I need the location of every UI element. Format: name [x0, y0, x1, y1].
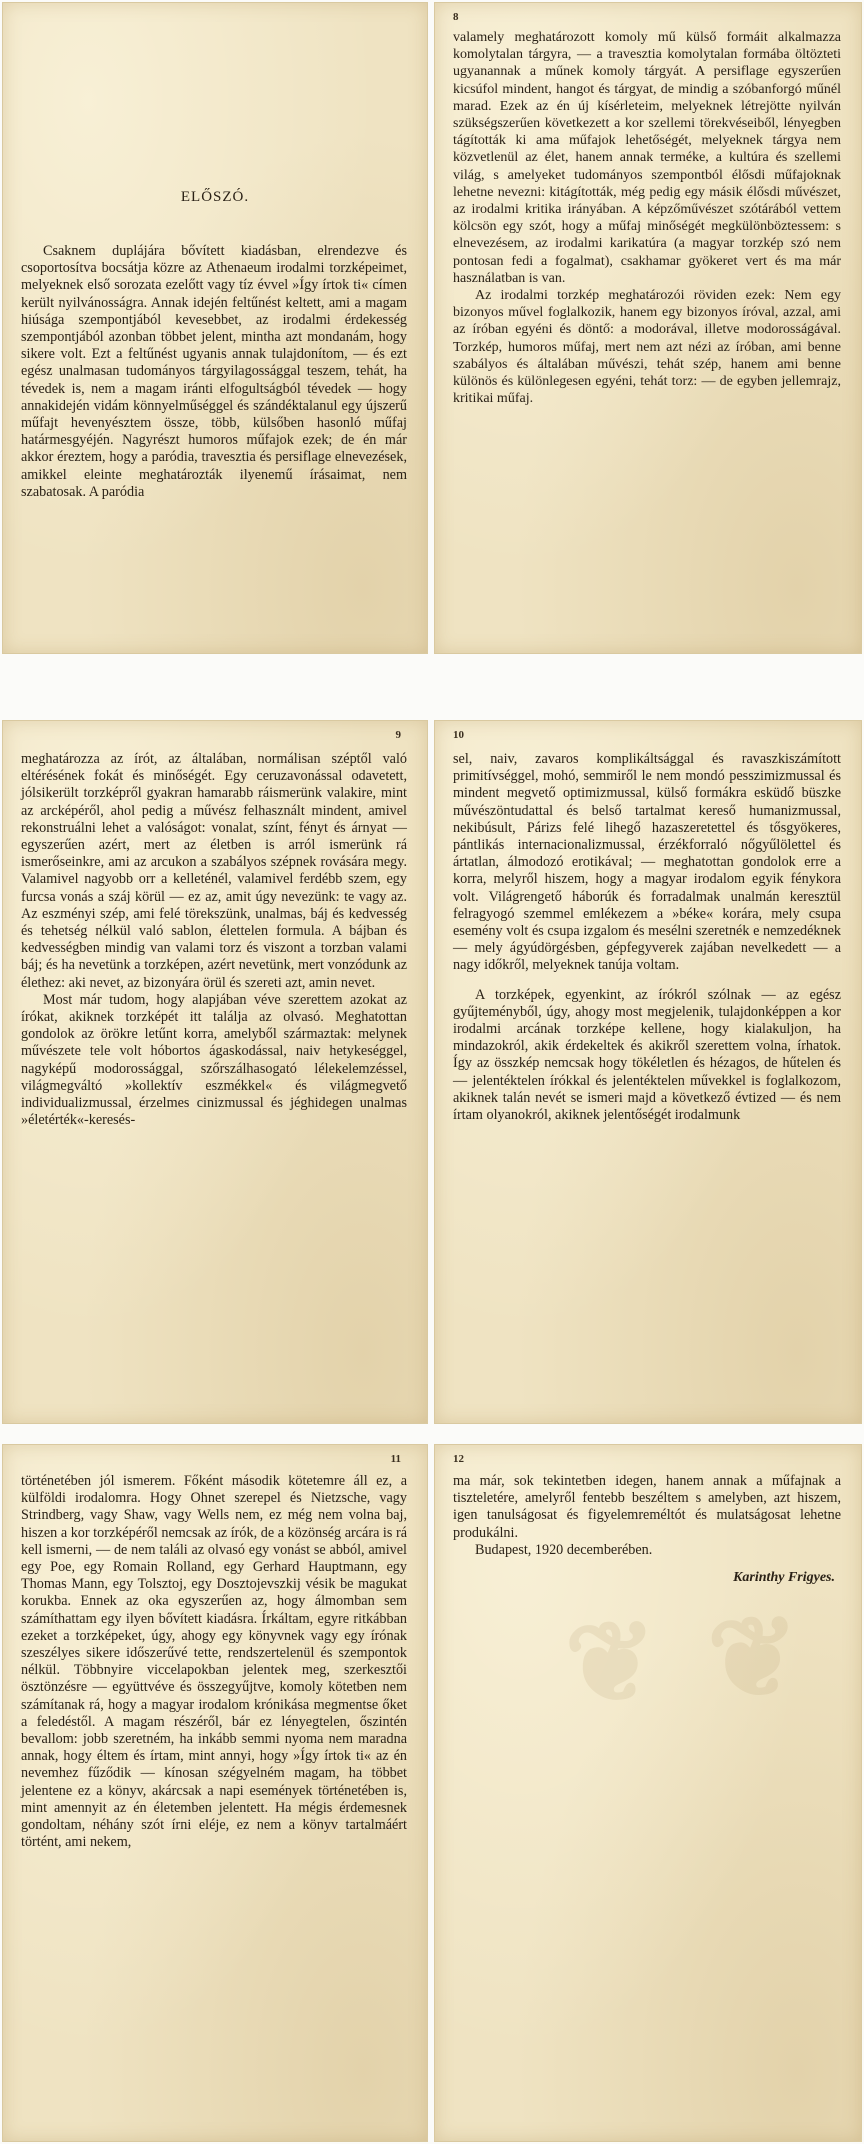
page-number: 9	[395, 729, 401, 741]
page-number: 8	[453, 11, 459, 23]
paragraph: történetében jól ismerem. Főként második kötetemre áll ez, a külföldi irodalomra. Hogy Ohnet szerepel és Nietzsche, vagy Strindberg, vagy Shaw, vagy Wells nem, ez még nem volna baj, hiszen a kor torzképéről nemcsak az írók, de a közönség arcára is rá kell ismerni, — de nem találi az olvasó egy vonást se abból, amivel egy Poe, egy Romain Rolland, egy Gerhard Hauptmann, egy Thomas Mann, egy Tolsztoj, egy Dosztojevszkij vésik be magukat korukba. Ennek az oka egyszerűen az, hogy álmomban sem számíthattam egy ilyen bővített kiadásra. Írkáltam, egyre ritkábban ezeket a torzképeket, úgy, ahogy egy könyvnek vagy egy írónak szeszélyes sikere időszerűvé tette, rendszertelenül és szempontok nélkül. Többnyire viccelapokban jelentek meg, szerkesztői ösztönzésre — együttvéve és összegyűjtve, komoly kötetben nem számítanak rá, hogy a magyar irodalom krónikása megmentse őket a feledéstől. A magam részéről, bár ez lényegtelen, őszintén bevallom: jobb szeretném, ha inkább semmi nyoma nem maradna annak, hogy éltem és írtam, mint annyi, hogy »Így írtok ti« az én nevemhez fűződik — kínosan szégyelném magam, ha többet jelentene ez a könyv, akárcsak a napi események történetében is, mint amennyit az én életemben jelentett. Ha mégis érdemesnek gondoltam, néhány szót írni eléje, ez nem a könyv tartalmáért történt, ami nekem,	[21, 1473, 407, 1851]
page-text	[21, 751, 407, 1129]
paragraph: Most már tudom, hogy alapjában véve szerettem azokat az írókat, akiknek torzképét itt találja az olvasó. Meghatottan gondolok az örökre letűnt korra, amelyből származtak: melynek művészete tele volt hóbortos ágaskodással, naiv hetykeséggel, nagyképű modorossággal, szőrszálhasogató lélekelemzéssel, világmegváltó »kollektív eszmékkel« és világmegvető individualizmussal, érzelmes cinizmussal és jéghidegen unalmas »életérték«-keresés-	[21, 991, 407, 1129]
paragraph: Csaknem duplájára bővített kiadásban, elrendezve és csoportosítva bocsátja közre az Athenaeum irodalmi torzképeimet, melyeknek első sorozata ezelőtt vagy tíz évvel »Így írtok ti« címen került nyilvánosságra. Annak idején feltűnést keltett, ami a magam hiúsága szempontjából kevesebbet, az irodalmi érdekesség szempontjából azonban többet jelent, mintha azt mondanám, hogy sikere volt. Ezt a feltűnést ugyanis annak tulajdonítom, — és ezt egész unalmasan tudományos tárgyilagossággal teszem, tehát, ha tévedek is, nem a magam iránti elfogultságból tévedek — hogy annakidején vidám könnyelműséggel és szándéktalanul egy újszerű műfajt hevenyésztem össze, több, külsőben hasonló műfaj határmesgyéjén. Nagyrészt humoros műfajok ezek; de én már akkor éreztem, hogy a paródia, travesztia és persiflage elnevezések, amikkel eleinte meghatározták ilyenemű írásaimat, nem szabatosak. A paródia	[21, 243, 407, 500]
book-page-11	[2, 1444, 428, 2142]
page-text	[453, 29, 841, 407]
paragraph: ma már, sok tekintetben idegen, hanem annak a műfajnak a tiszteletére, amelyről fentebb beszéltem s amelyben, azt hiszem, igen tanulságosat és figyelemreméltót és mulatságosat lehetne produkálni.	[453, 1473, 841, 1541]
book-page-12	[434, 1444, 862, 2142]
page-title: ELŐSZÓ.	[180, 189, 250, 205]
paragraph: valamely meghatározott komoly mű külső formáit alkalmazza komolytalan tárgyra, — a travesztia komolytalan formába öltözteti ugyanannak a műnek komoly tárgyát. A persiflage egyszerűen kicsúfol mindent, hangot és tárgyat, de mindig a szóbanforgó műnél marad. Ezek az én új kísérleteim, melyeknek létrejötte nyilván szükségszerűen következett a kor szellemi törekvéseiből, lényegben tágították ki ama műfajok lehetőségét, melyeknek tárgya nem közvetlenül az élet, hanem annak terméke, a kultúra és szellemi világ, s amelyeket tudományos szempontból élősdi műfajoknak lehetne nevezni: kitágították, még pedig egy másik élősdi művészet, az irodalmi kritika irányában. A képzőművészet szótárából vettem kölcsön egy szót, hogy a műfaj minőségét megkülönböztessem: s elnevezésem, az irodalmi karikatúra (a magyar torzkép szó nem pontosan fedi a fogalmat), csakhamar gyökeret vert és ma már használatban is van.	[453, 30, 841, 286]
page-number: 11	[390, 1453, 401, 1465]
book-page-1	[2, 2, 428, 654]
paragraph: A torzképek, egyenkint, az írókról szólnak — az egész gyűjteményből, úgy, ahogy most megjelenik, tulajdonképpen a kor irodalmi arcának torzképe kellene, hogy kialakuljon, ha mindazokról, akik érdekeltek és akikről szerettem volna, írhatok. Így az összkép nemcsak hogy tökéletlen és hézagos, de hűtelen és — jelentéktelen írókkal és jelentéktelen művekkel is foglalkozom, akiknek talán nevét se ismeri majd a következő évtized — és nem írtam olyanokról, akiknek jelentőségét irodalmunk	[453, 986, 841, 1124]
page-text	[453, 751, 841, 1124]
page-number: 12	[453, 1453, 464, 1465]
page-text	[21, 1473, 407, 1851]
place-date: Budapest, 1920 decemberében.	[475, 1541, 653, 1558]
page-text	[21, 243, 407, 501]
library-stamp-icon: ❦ ❦	[562, 1590, 808, 1729]
page-text	[453, 1473, 841, 1586]
page-number: 10	[453, 729, 464, 741]
book-page-9	[2, 720, 428, 1424]
paragraph: Az irodalmi torzkép meghatározói röviden ezek: Nem egy bizonyos művel foglalkozik, hanem egy bizonyos íróval, azzal, ami az íróban egyéni és döntő: a modorával, illetve modorosságával. Torzkép, humoros műfaj, mert nem azt nézi az íróban, ami benne szabályos és általában művészi, tehát szép, hanem ami benne különös és különlegesen egyéni, tehát torz: — de egyben jellemrajz, kritikai műfaj.	[453, 288, 841, 407]
paragraph: sel, naiv, zavaros komplikáltsággal és ravaszkiszámított primitívséggel, mohó, semmiről le nem mondó pesszimizmussal és mindent megvető optimizmussal, külső formákra esküdő büszke művészöntudattal és belső tartalmat kereső humanizmussal, nekibúsult, Párizs felé lihegő hazaszeretettel és tősgyökeres, pántlikás internacionalizmussal, érzékforraló nőgyűlölettel és ártatlan, álmodozó erotikával; — meghatottan gondolok erre a korra, melyről hiszem, hogy a magyar irodalom egyik fénykora volt. Világrengető háborúk és forradalmak unalmán keresztül felragyogó szemmel emlékezem a »béke« korára, mely csupa esemény volt és csupa izgalom és mesélni szeretnék e nemzedéknek — mely ágyúdörgésben, gépfegyverek zajában nevelkedett — a nagy időkről, melyeknek tanúja voltam.	[453, 751, 841, 974]
book-page-8	[434, 2, 862, 654]
author-signature: Karinthy Frigyes.	[733, 1570, 835, 1586]
paragraph: meghatározza az írót, az általában, normálisan széptől való eltérésének fokát és minőségét. Egy ceruzavonással odavetett, jólsikerült torzképről gyakran hamarabb ráismerünk valakire, mint az arcképéről, ahol pedig a művész felhasznált mindent, amivel rekonstruálni lehet a valóságot: vonalat, színt, fényt és árnyat — egyszerűen azért, mert az életben is arról ismerünk rá ismerőseinkre, ami az arcukon a szabályos szépnek rovására megy. Valamivel nagyobb orr a kelleténél, valamivel ferdébb szem, egy furcsa vonás a száj körül — ez az, amit úgy nevezünk: te vagy az. Az eszményi szép, ami felé törekszünk, unalmas, báj és kedvesség és tehetség nélkül való sablon, élettelen formula. A bájban és kedvességben mindig van valami torz és viszont a torzban valami báj; és ha nevetünk a torzképen, azért nevetünk, mert vonzódunk az élethez: aki nevet, az bizonyára örül és szereti azt, amin nevet.	[21, 751, 407, 991]
book-page-10	[434, 720, 862, 1424]
